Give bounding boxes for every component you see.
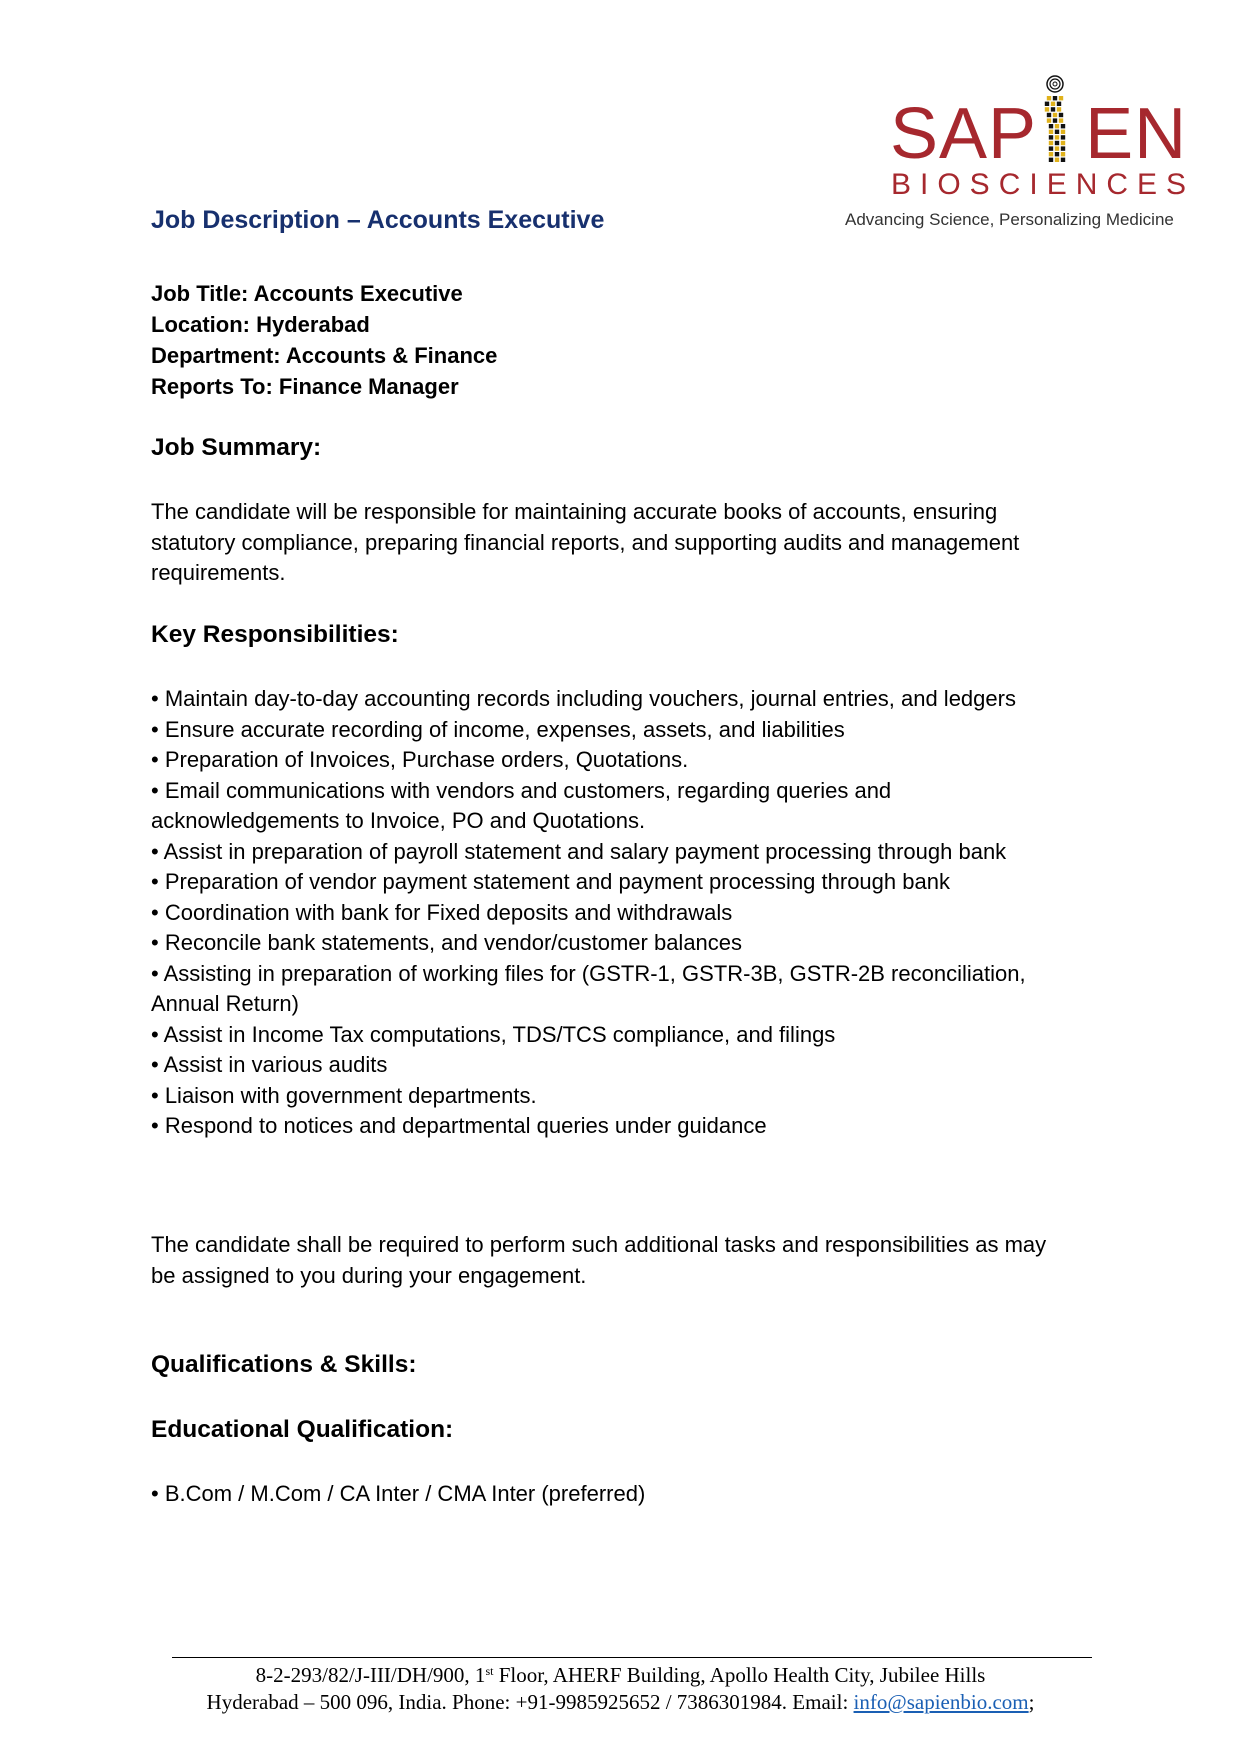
logo-figure-dot <box>1061 152 1065 156</box>
qualifications-heading: Qualifications & Skills: <box>151 1351 417 1378</box>
footer-line-2: Hyderabad – 500 096, India. Phone: +91-9985925652 / 7386301984. Email: info@sapienbio.com; <box>206 1690 1035 1714</box>
logo-figure-dot <box>1053 96 1057 100</box>
footer-divider <box>172 1657 1092 1658</box>
responsibilities-list <box>151 684 1051 1142</box>
education-heading: Educational Qualification: <box>151 1416 454 1443</box>
meta-location: Location: Hyderabad <box>151 312 370 337</box>
logo-subtitle: BIOSCIENCES <box>891 168 1196 201</box>
logo-figure-dot <box>1055 158 1059 162</box>
logo-figure-dot <box>1061 124 1065 128</box>
logo-figure-dot <box>1047 113 1051 117</box>
education-list <box>151 1479 1051 1510</box>
logo-figure-dot <box>1049 141 1053 145</box>
logo-figure-dot <box>1055 146 1059 150</box>
list-item: • Preparation of vendor payment statement and payment processing through bank <box>151 869 950 894</box>
list-item: • Assist in Income Tax computations, TDS/TCS compliance, and filings <box>151 1021 836 1047</box>
list-item: • B.Com / M.Com / CA Inter / CMA Inter (preferred) <box>151 1481 646 1506</box>
logo-figure-dot <box>1053 113 1057 117</box>
list-item: • Respond to notices and departmental queries under guidance <box>151 1113 767 1138</box>
footer-line-1: 8-2-293/82/J-III/DH/900, 1st Floor, AHERF Building, Apollo Health City, Jubilee Hills <box>255 1663 986 1687</box>
list-item: • Email communications with vendors and customers, regarding queries and acknowledgements to Invoice, PO and Quotations. <box>151 777 892 833</box>
logo-figure-dot <box>1049 158 1053 162</box>
list-item: • Assist in various audits <box>151 1052 388 1077</box>
logo-figure-dot <box>1045 107 1049 111</box>
logo-figure-dot <box>1055 124 1059 128</box>
list-item: • Maintain day-to-day accounting records including vouchers, journal entries, and ledgers <box>151 686 1016 711</box>
logo-figure-dot <box>1055 141 1059 145</box>
logo-figure-dot <box>1049 130 1053 134</box>
logo-figure-dot <box>1061 141 1065 145</box>
logo-figure-icon <box>1035 74 1075 164</box>
footer-address <box>0 1662 1241 1716</box>
list-item: • Reconcile bank statements, and vendor/customer balances <box>151 930 743 955</box>
logo-figure-dot <box>1061 158 1065 162</box>
logo-figure-dot <box>1061 146 1065 150</box>
logo-figure-dot <box>1059 113 1063 117</box>
email-link[interactable]: info@sapienbio.com <box>853 1690 1029 1714</box>
list-item: • Ensure accurate recording of income, expenses, assets, and liabilities <box>151 716 845 742</box>
logo-figure-dot <box>1057 102 1061 106</box>
list-item: • Assisting in preparation of working files for (GSTR-1, GSTR-3B, GSTR-2B reconciliation, Annual Return) <box>151 960 1026 1016</box>
logo-figure-dot <box>1055 152 1059 156</box>
logo-figure-dot <box>1047 96 1051 100</box>
list-item: • Liaison with government departments. <box>151 1082 537 1108</box>
logo-figure-dot <box>1049 152 1053 156</box>
logo-figure-dot <box>1049 124 1053 128</box>
meta-department: Department: Accounts & Finance <box>151 343 498 368</box>
logo-figure-dot <box>1051 107 1055 111</box>
logo-figure-dot <box>1059 96 1063 100</box>
meta-reports-to: Reports To: Finance Manager <box>151 374 459 399</box>
logo-figure-dot <box>1047 118 1051 122</box>
meta-job-title: Job Title: Accounts Executive <box>151 281 463 306</box>
logo-figure-dot <box>1049 135 1053 139</box>
job-meta <box>151 278 497 402</box>
logo-figure-dot <box>1055 130 1059 134</box>
logo-wordmark: SAP EN <box>890 94 1188 174</box>
responsibilities-heading: Key Responsibilities: <box>151 621 399 648</box>
logo-tagline: Advancing Science, Personalizing Medicine <box>845 210 1174 229</box>
logo-figure-dot <box>1045 102 1049 106</box>
page-title: Job Description – Accounts Executive <box>151 206 605 234</box>
logo-figure-dot <box>1061 130 1065 134</box>
list-item: • Coordination with bank for Fixed deposits and withdrawals <box>151 899 733 925</box>
list-item: • Preparation of Invoices, Purchase orders, Quotations. <box>151 747 689 772</box>
logo-figure-dot <box>1061 135 1065 139</box>
logo-figure-dot <box>1053 118 1057 122</box>
list-item: • Assist in preparation of payroll statement and salary payment processing through bank <box>151 838 1007 864</box>
logo-figure-dot <box>1059 118 1063 122</box>
logo-figure-dot <box>1055 135 1059 139</box>
summary-heading: Job Summary: <box>151 434 322 461</box>
logo-figure-dot <box>1049 146 1053 150</box>
responsibilities-closing: The candidate shall be required to perform such additional tasks and responsibilities as may be assigned to you during your engagement. <box>151 1232 1047 1288</box>
summary-text: The candidate will be responsible for maintaining accurate books of accounts, ensuring statutory compliance, preparing financial reports, and supporting audits and management requirements. <box>151 499 1020 585</box>
logo-figure-dot <box>1057 107 1061 111</box>
logo-figure-dot <box>1051 102 1055 106</box>
